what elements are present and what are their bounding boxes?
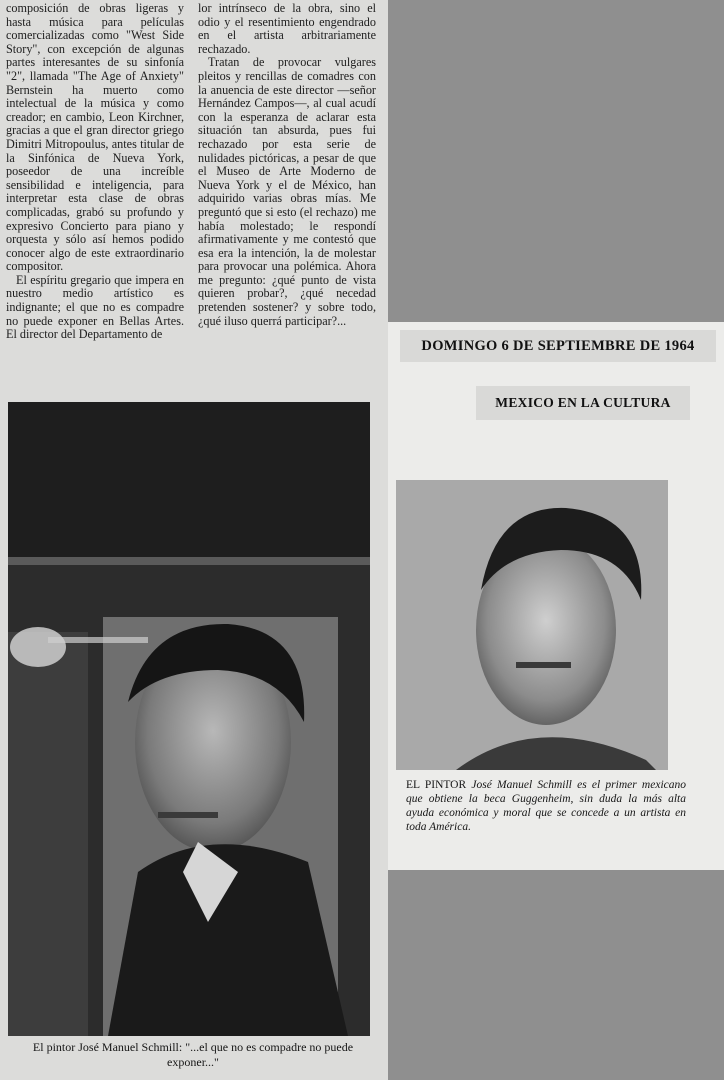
article-paragraph: El espíritu gregario que impera en nuestro medio artístico es indignante; el que no es compadre no puede exponer en Bellas Artes. El director del Departamento de (6, 272, 184, 342)
portrait-image (396, 480, 668, 770)
right-newspaper-clipping (388, 322, 724, 870)
article-paragraph: Tratan de provocar vulgares pleitos y rencillas de comadres con la anuencia de este director —señor Hernández Campos—, al cual acudí con la esperanza de aclarar esta situación tan absurda, pues fui rechazado por esta serie de nulidades pictóricas, a pesar de que el Museo de Arte Moderno de Nueva York y el de México, han adquirido varias obras mías. Me preguntó que si esto (el rechazo) me había molestado; le respondí afirmativamente y me contestó que esa era la intención, la de molestar para provocar una polémica. Ahora me pregunto: ¿qué punto de vista quieren probar?, ¿qué necedad pretenden sostener? y sobre todo, ¿qué iluso querrá participar?... (198, 55, 376, 328)
article-column-1 (6, 2, 184, 342)
portrait-photo-left (8, 402, 370, 1036)
caption-body: José Manuel Schmill es el primer mexicano que obtiene la beca Guggenheim, sin duda la más alta ayuda económica y moral que se concede a un artista en toda América. (406, 779, 686, 833)
photo-caption-right (406, 778, 686, 834)
portrait-image (8, 402, 370, 1036)
date-banner: DOMINGO 6 DE SEPTIEMBRE DE 1964 (400, 330, 716, 362)
caption-lead: EL PINTOR (406, 779, 467, 791)
photo-caption-left: El pintor José Manuel Schmill: "...el que no es compadre no puede exponer..." (32, 1040, 354, 1069)
article-paragraph: composición de obras ligeras y hasta música para películas comercializadas como "West Side Story", con excepción de algunas partes interesantes de su sinfonía "2", llamada "The Age of Anxiety" Bernstein ha muerto como intelectual de la música y como creador; en cambio, Leon Kirchner, gracias a que el gran director griego Dimitri Mitropoulus, antes titular de la Sinfónica de Nueva York, poseedor de una increíble sensibilidad e inteligencia, para interpretar esta clase de obras complicadas, grabó su profundo y expresivo Concierto para piano y orquesta y sólo así hemos podido conocer algo de este extraordinario compositor. (6, 1, 184, 274)
section-banner: MEXICO EN LA CULTURA (476, 386, 690, 420)
article-paragraph: lor intrínseco de la obra, sino el odio y el resentimiento engendrado en el artista arbitrariamente rechazado. (198, 1, 376, 56)
article-column-2 (198, 2, 376, 328)
portrait-photo-right (396, 480, 668, 770)
